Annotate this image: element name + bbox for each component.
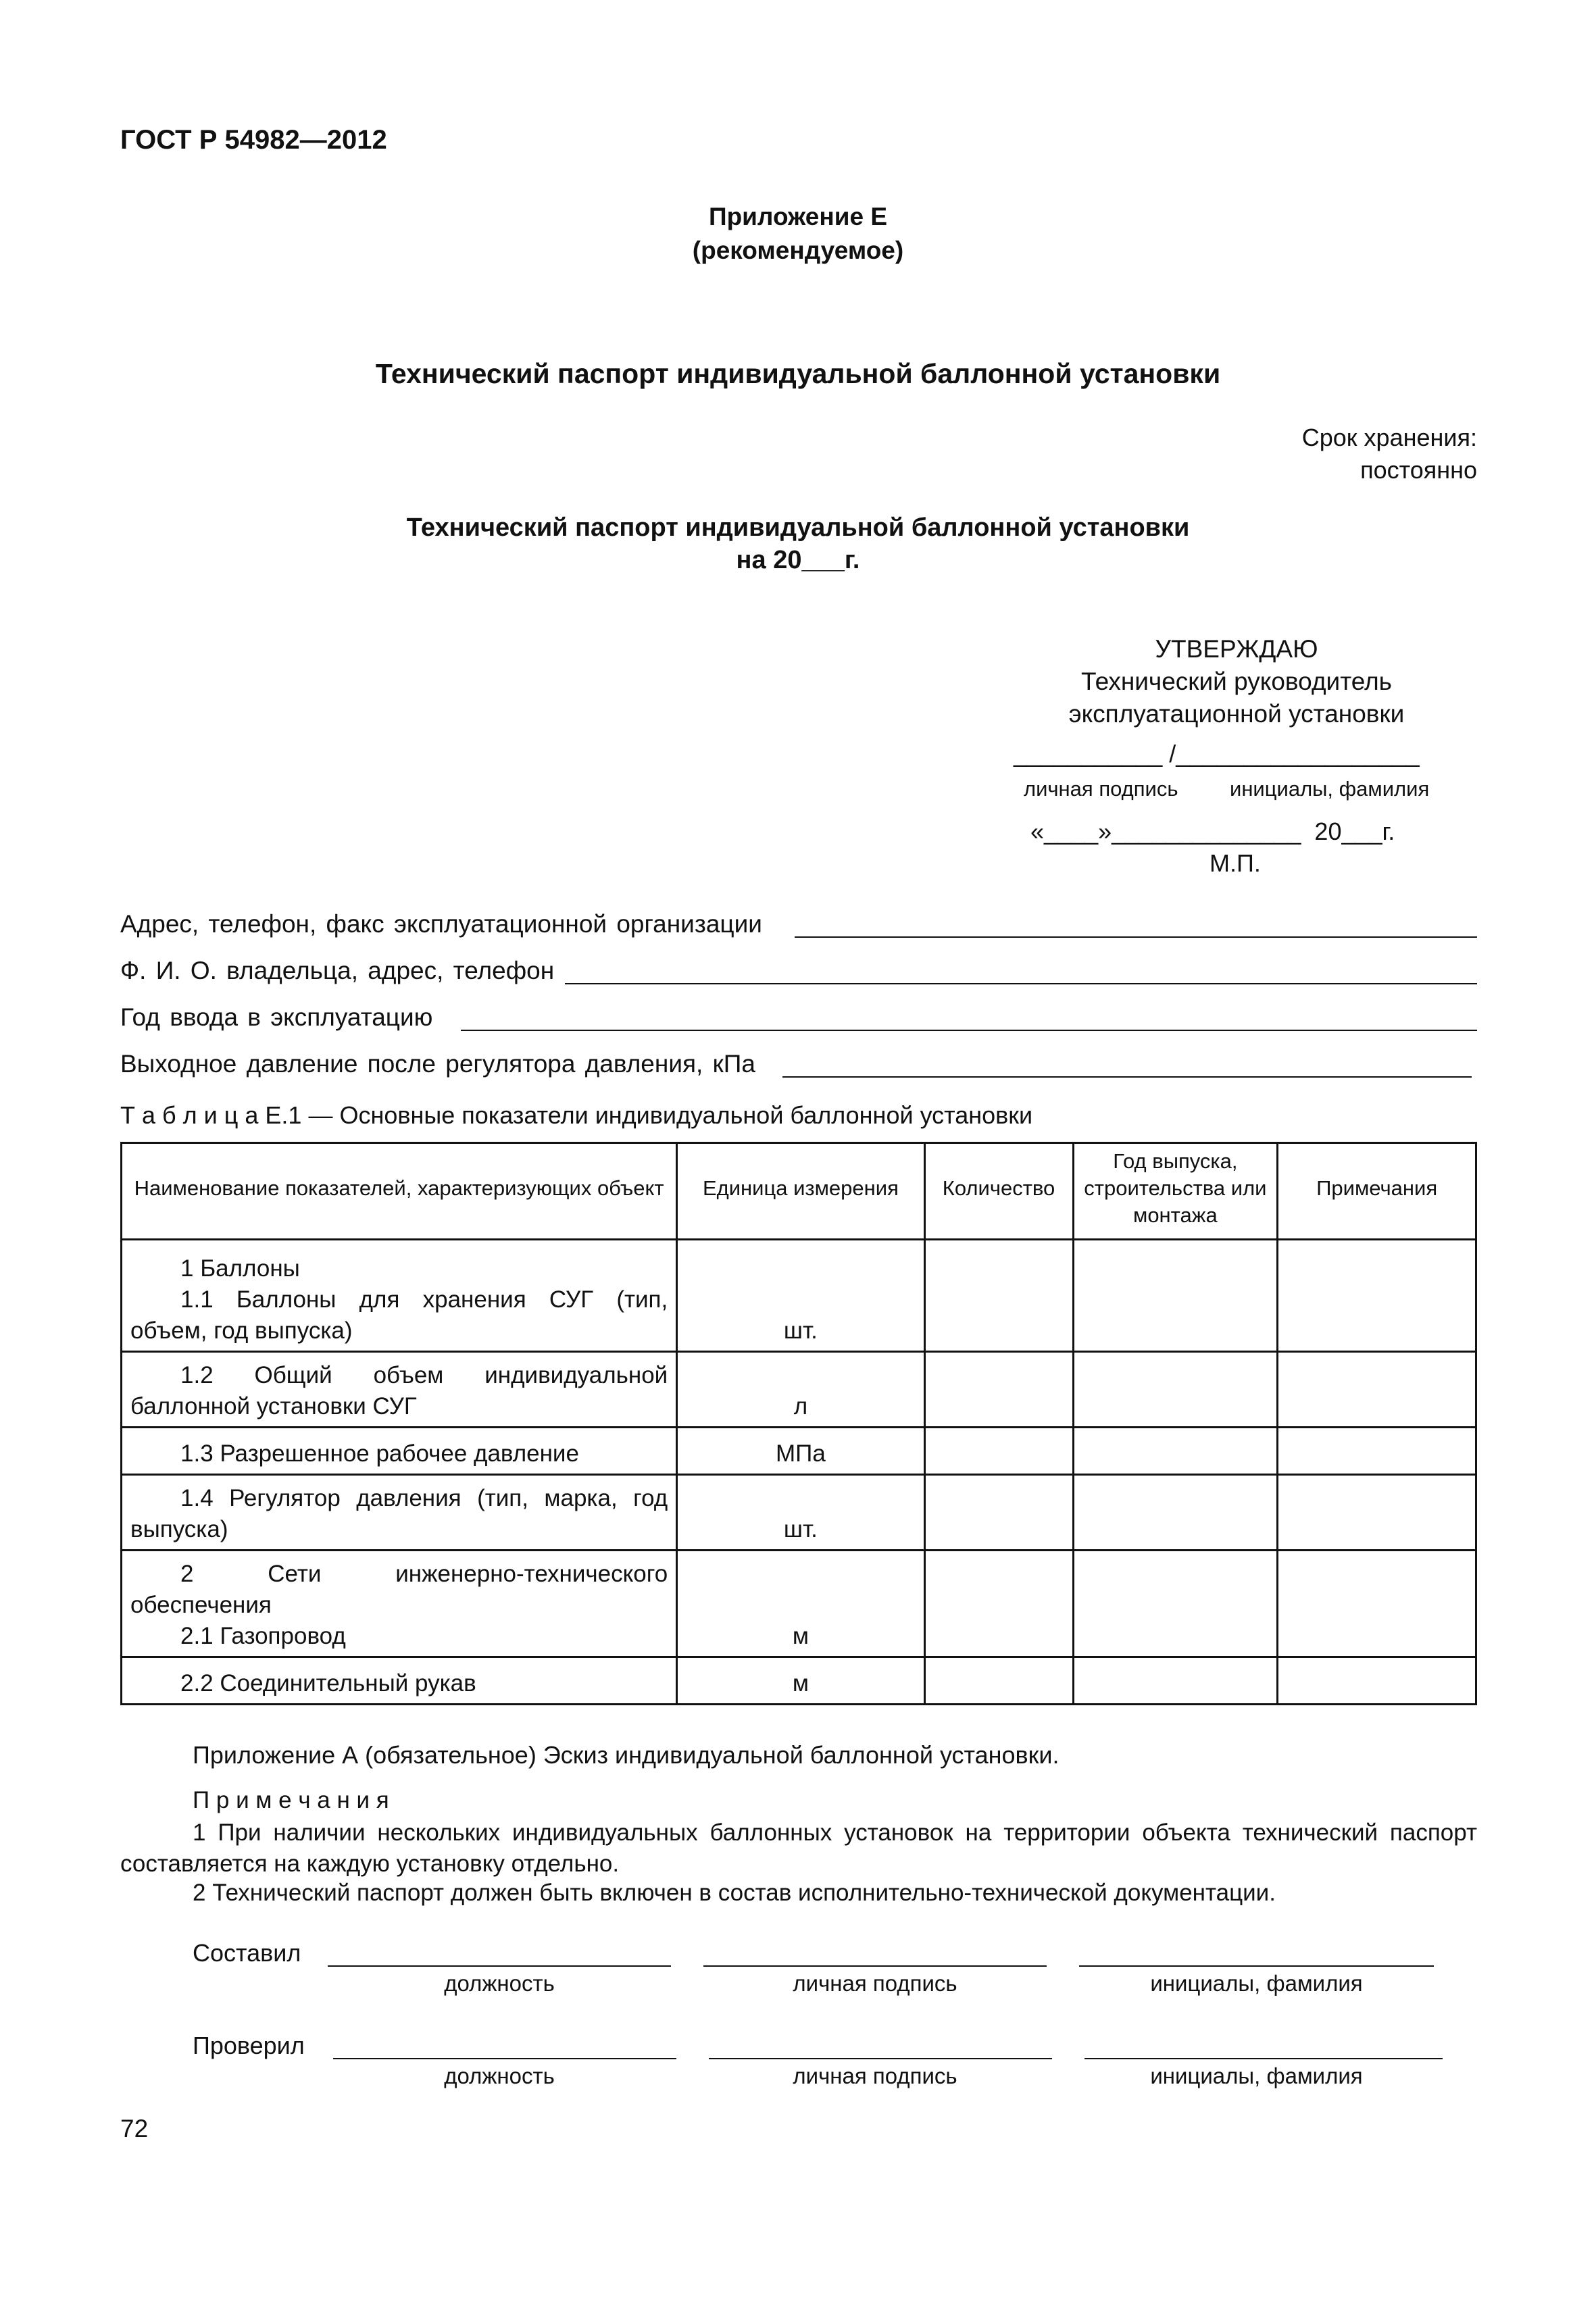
header-notes: Примечания [1278,1143,1476,1234]
row-notes-cell[interactable] [1278,1240,1476,1352]
passport-title-line1: Технический паспорт индивидуальной баллонной установки [406,513,1190,542]
checked-position-line[interactable] [333,2058,676,2059]
field-outlet-pressure-line[interactable] [782,1076,1472,1078]
row-quantity-cell[interactable] [924,1428,1073,1475]
row-notes-cell[interactable] [1278,1352,1476,1428]
note-item-1: 1 При наличии нескольких индивидуальных баллонных установок на территории объекта технический паспорт составляется на каждую установку отдельно. [120,1819,1477,1877]
row-notes-cell[interactable] [1278,1657,1476,1705]
row-notes-cell[interactable] [1278,1475,1476,1551]
row-name-line: 2 Сети инженерно-технического обеспечения [130,1561,668,1618]
row-unit: м [677,1551,924,1657]
row-quantity-cell[interactable] [924,1352,1073,1428]
field-outlet-pressure-label: Выходное давление после регулятора давления, кПа [120,1050,755,1078]
table-caption-text: — Основные показатели индивидуальной баллонной установки [301,1101,1033,1129]
compiled-signature-caption: личная подпись [793,1971,957,1996]
checked-name-line[interactable] [1084,2058,1443,2059]
compiled-name-caption: инициалы, фамилия [1150,1971,1363,1996]
header-quantity: Количество [924,1143,1073,1234]
approve-signature-line: ___________ /__________________ [1014,740,1420,768]
row-name-line: 1.4 Регулятор давления (тип, марка, год выпуска) [130,1485,668,1542]
table-row [122,1475,1476,1551]
attachment-note: Приложение А (обязательное) Эскиз индивидуальной баллонной установки. [193,1741,1059,1769]
field-owner-line[interactable] [565,983,1477,984]
table-row [122,1428,1476,1475]
compiled-by-label: Составил [193,1939,301,1967]
approve-title: УТВЕРЖДАЮ [1155,635,1318,663]
table-header-separator [122,1233,1476,1240]
table-row [122,1551,1476,1657]
row-unit: МПа [677,1428,924,1475]
checked-signature-line[interactable] [709,2058,1052,2059]
appendix-title: Приложение Е [708,203,888,230]
row-name-line: 2.2 Соединительный рукав [180,1670,476,1696]
table-row [122,1240,1476,1352]
row-name-line: 1 Баллоны [180,1255,300,1282]
row-name [122,1352,677,1428]
approve-role-line1: Технический руководитель [1081,668,1392,695]
passport-title-line2: на 20___г. [736,546,860,574]
field-commission-year-line[interactable] [461,1030,1477,1031]
field-owner-label: Ф. И. О. владельца, адрес, телефон [120,957,555,984]
row-notes-cell[interactable] [1278,1551,1476,1657]
compiled-signature-line[interactable] [703,1965,1047,1967]
header-indicator-name: Наименование показателей, характеризующих объект [122,1143,677,1234]
checked-position-caption: должность [444,2063,555,2088]
row-quantity-cell[interactable] [924,1551,1073,1657]
row-name-line: 1.3 Разрешенное рабочее давление [180,1440,579,1467]
checked-signature-caption: личная подпись [793,2063,957,2088]
appendix-status: (рекомендуемое) [692,236,904,264]
approve-date-line: «____»______________ 20___г. [1030,818,1395,845]
row-year-cell[interactable] [1073,1475,1278,1551]
row-unit: л [677,1352,924,1428]
checked-name-caption: инициалы, фамилия [1150,2063,1363,2088]
row-notes-cell[interactable] [1278,1428,1476,1475]
compiled-position-line[interactable] [328,1965,671,1967]
table-row [122,1352,1476,1428]
row-name [122,1240,677,1352]
main-title: Технический паспорт индивидуальной баллонной установки [375,358,1221,389]
field-org-address-line[interactable] [795,936,1477,938]
row-unit: шт. [677,1475,924,1551]
field-commission-year-label: Год ввода в эксплуатацию [120,1003,433,1031]
approve-role-line2: эксплуатационной установки [1068,700,1405,728]
table-header-row [122,1143,1476,1234]
checked-by-label: Проверил [193,2032,305,2059]
page-number: 72 [120,2115,149,2142]
indicators-table [120,1142,1477,1705]
document-id: ГОСТ Р 54982—2012 [120,125,387,155]
row-year-cell[interactable] [1073,1240,1278,1352]
header-year: Год выпуска, строительства или монтажа [1073,1143,1278,1234]
row-name [122,1551,677,1657]
compiled-name-line[interactable] [1079,1965,1434,1967]
row-name [122,1475,677,1551]
row-year-cell[interactable] [1073,1428,1278,1475]
notes-title: П р и м е ч а н и я [193,1787,389,1813]
approve-name-caption: инициалы, фамилия [1230,777,1430,801]
row-name [122,1428,677,1475]
row-unit: шт. [677,1240,924,1352]
table-row [122,1657,1476,1705]
compiled-position-caption: должность [444,1971,555,1996]
table-caption [120,1101,1032,1130]
field-org-address-label: Адрес, телефон, факс эксплуатационной организации [120,910,762,938]
table-caption-prefix: Т а б л и ц а Е.1 [120,1101,302,1129]
row-name [122,1657,677,1705]
row-year-cell[interactable] [1073,1352,1278,1428]
approve-signature-caption: личная подпись [1024,777,1178,801]
row-quantity-cell[interactable] [924,1240,1073,1352]
storage-label: Срок хранения: [1301,424,1477,451]
row-name-line: 1.2 Общий объем индивидуальной баллонной установки СУГ [130,1362,668,1419]
storage-value: постоянно [1360,456,1477,484]
note-item-2: 2 Технический паспорт должен быть включен в состав исполнительно-технической документации. [193,1880,1276,1906]
approve-stamp: М.П. [1210,849,1261,877]
row-name-line: 2.1 Газопровод [180,1623,346,1649]
row-year-cell[interactable] [1073,1551,1278,1657]
row-quantity-cell[interactable] [924,1475,1073,1551]
header-unit: Единица измерения [677,1143,924,1234]
row-unit: м [677,1657,924,1705]
row-quantity-cell[interactable] [924,1657,1073,1705]
row-year-cell[interactable] [1073,1657,1278,1705]
row-name-line: 1.1 Баллоны для хранения СУГ (тип, объем, год выпуска) [130,1286,668,1344]
